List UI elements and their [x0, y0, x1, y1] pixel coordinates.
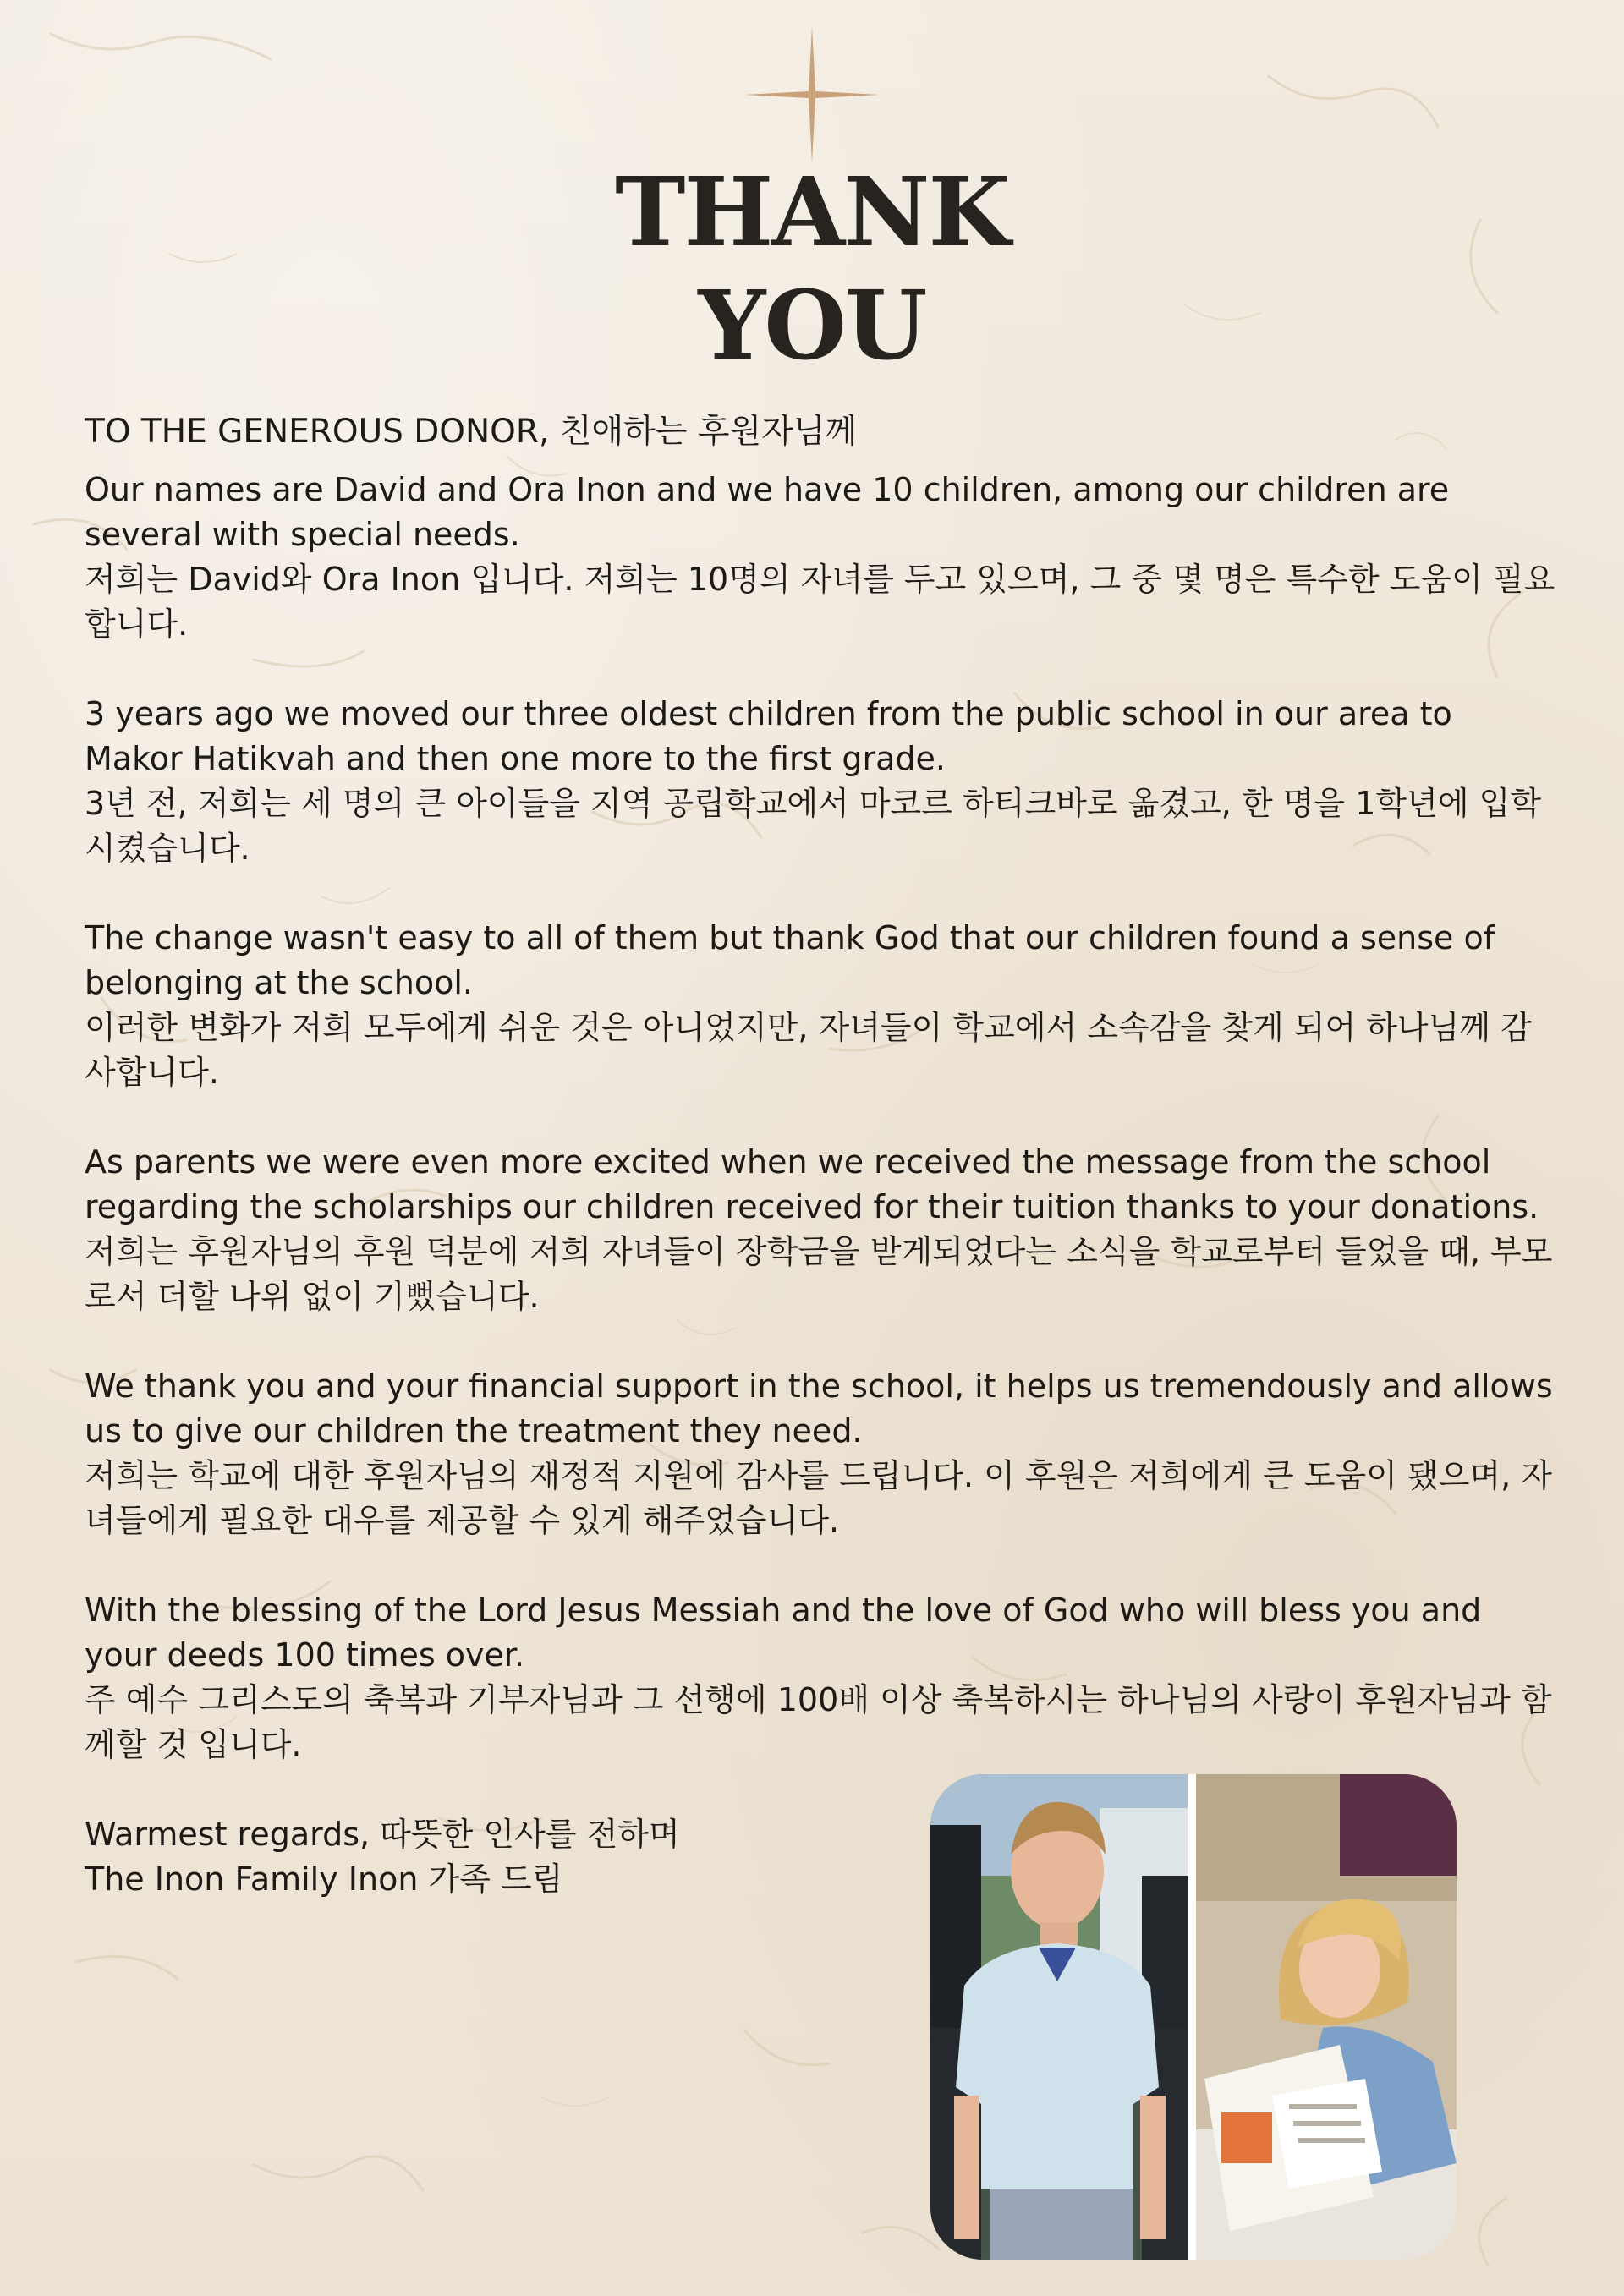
paragraph-3: [85, 916, 1556, 1095]
paragraph-6: [85, 1588, 1556, 1767]
paragraph-english: 3 years ago we moved our three oldest children from the public school in our area to Makor Hatikvah and then one more to the first grade.: [85, 695, 1452, 777]
title-line-2: YOU: [698, 271, 926, 381]
paragraph-korean: 주 예수 그리스도의 축복과 기부자님과 그 선행에 100배 이상 축복하시는 하나님의 사랑이 후원자님과 함께할 것 입니다.: [85, 1681, 1552, 1763]
paragraph-5: [85, 1364, 1556, 1543]
salutation: TO THE GENEROUS DONOR, 친애하는 후원자님께: [85, 413, 858, 451]
paragraph-english: The change wasn't easy to all of them but thank God that our children found a sense of belonging at the school.: [85, 919, 1495, 1001]
title-line-1: THANK: [615, 157, 1009, 268]
paragraph-english: As parents we were even more excited when we received the message from the school regarding the scholarships our children received for their tuition thanks to your donations.: [85, 1143, 1539, 1225]
paragraph-korean: 저희는 학교에 대한 후원자님의 재정적 지원에 감사를 드립니다. 이 후원은 저희에게 큰 도움이 됐으며, 자녀들에게 필요한 대우를 제공할 수 있게 해주었습니다.: [85, 1457, 1553, 1539]
boy-portrait-image: [930, 1774, 1188, 2260]
paragraph-1: [85, 468, 1556, 647]
closing: [85, 1812, 897, 1902]
paragraph-korean: 이러한 변화가 저희 모두에게 쉬운 것은 아니었지만, 자녀들이 학교에서 소속감을 찾게 되어 하나님께 감사합니다.: [85, 1009, 1532, 1091]
closing-regards: Warmest regards, 따뜻한 인사를 전하며: [85, 1816, 680, 1853]
letter-body: [85, 408, 1556, 1902]
paragraph-4: [85, 1140, 1556, 1319]
family-photo-collage: [930, 1774, 1457, 2260]
paragraph-2: [85, 692, 1556, 871]
paragraph-english: We thank you and your financial support in the school, it helps us tremendously and allows us to give our children the treatment they need.: [85, 1367, 1553, 1449]
page-title: [474, 156, 1150, 383]
four-point-sparkle-icon: [744, 27, 880, 162]
girl-studying-image: [1196, 1774, 1457, 2260]
signature: The Inon Family Inon 가족 드림: [85, 1860, 563, 1898]
paragraph-korean: 저희는 David와 Ora Inon 입니다. 저희는 10명의 자녀를 두고 있으며, 그 중 몇 명은 특수한 도움이 필요합니다.: [85, 561, 1555, 643]
paragraph-english: Our names are David and Ora Inon and we have 10 children, among our children are several with special needs.: [85, 471, 1450, 553]
paragraph-korean: 저희는 후원자님의 후원 덕분에 저희 자녀들이 장학금을 받게되었다는 소식을 학교로부터 들었을 때, 부모로서 더할 나위 없이 기뻤습니다.: [85, 1233, 1553, 1315]
paragraph-korean: 3년 전, 저희는 세 명의 큰 아이들을 지역 공립학교에서 마코르 하티크바로 옮겼고, 한 명을 1학년에 입학시켰습니다.: [85, 785, 1542, 867]
paragraph-english: With the blessing of the Lord Jesus Messiah and the love of God who will bless you and your deeds 100 times over.: [85, 1592, 1482, 1674]
